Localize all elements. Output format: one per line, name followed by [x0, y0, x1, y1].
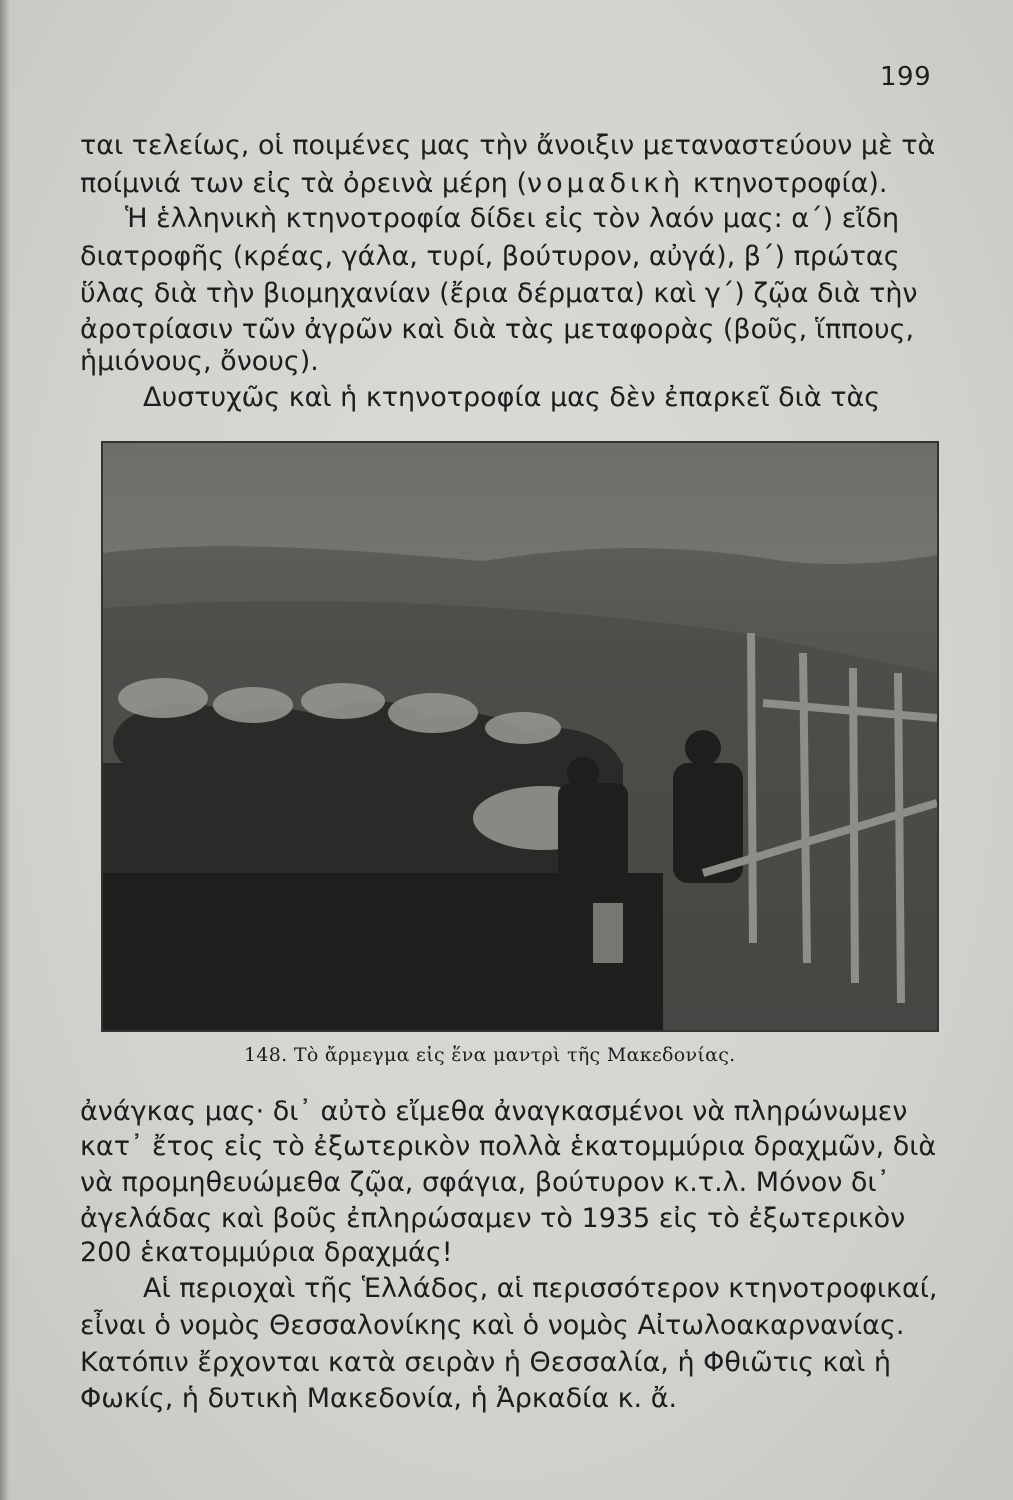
paragraph-start-line: Δυστυχῶς καὶ ἡ κτηνοτροφία μας δὲν ἐπαρκεῖ διὰ τὰς	[143, 382, 881, 413]
text-line: ποίμνιά των εἰς τὰ ὀρεινὰ μέρη (νομαδικὴ κτηνοτροφία).	[80, 168, 888, 199]
photo-illustration	[103, 443, 937, 1030]
text-line: ἀροτρίασιν τῶν ἀγρῶν καὶ διὰ τὰς μεταφορὰς (βοῦς, ἵππους,	[80, 314, 915, 345]
text-line: κατ᾿ ἔτος εἰς τὸ ἐξωτερικὸν πολλὰ ἑκατομμύρια δραχμῶν, διὰ	[80, 1131, 937, 1162]
text-line: ἡμιόνους, ὄνους).	[80, 346, 319, 377]
text-line: εἶναι ὁ νομὸς Θεσσαλονίκης καὶ ὁ νομὸς Αἰτωλοακαρνανίας.	[80, 1310, 905, 1341]
text-line: νὰ προμηθευώμεθα ζῷα, σφάγια, βούτυρον κ.τ.λ. Μόνον δι᾿	[80, 1167, 891, 1198]
text-line: Κατόπιν ἔρχονται κατὰ σειρὰν ἡ Θεσσαλία, ἡ Φθιῶτις καὶ ἡ	[80, 1347, 892, 1378]
text-line: ἀγελάδας καὶ βοῦς ἐπληρώσαμεν τὸ 1935 εἰς τὸ ἐξωτερικὸν	[80, 1203, 906, 1234]
figure-caption: 148. Τὸ ἄρμεγμα εἰς ἕνα μαντρὶ τῆς Μακεδονίας.	[244, 1044, 736, 1066]
text-line: διατροφῆς (κρέας, γάλα, τυρί, βούτυρον, αὐγά), β΄) πρώτας	[80, 241, 900, 272]
text-line: Φωκίς, ἡ δυτικὴ Μακεδονία, ἡ Ἀρκαδία κ. ἄ.	[80, 1383, 678, 1414]
text-line: ἀνάγκας μας· δι᾿ αὐτὸ εἴμεθα ἀναγκασμένοι νὰ πληρώνωμεν	[80, 1096, 908, 1127]
paragraph-start-line: Αἱ περιοχαὶ τῆς Ἑλλάδος, αἱ περισσότερον κτηνοτροφικαί,	[143, 1273, 938, 1304]
page-number: 199	[880, 62, 932, 92]
text-line: 200 ἑκατομμύρια δραχμάς!	[80, 1237, 453, 1268]
text-line: ὕλας διὰ τὴν βιομηχανίαν (ἔρια δέρματα) καὶ γ΄) ζῷα διὰ τὴν	[80, 278, 918, 309]
text-line: ται τελείως, οἱ ποιμένες μας τὴν ἄνοιξιν μεταναστεύουν μὲ τὰ	[80, 130, 936, 161]
milking-photograph	[101, 441, 939, 1032]
page-binding-edge	[0, 0, 10, 1500]
emphasized-term: νομαδικὴ	[527, 168, 685, 199]
paragraph-start-line: Ἡ ἑλληνικὴ κτηνοτροφία δίδει εἰς τὸν λαόν μας: α΄) εἴδη	[125, 203, 900, 234]
